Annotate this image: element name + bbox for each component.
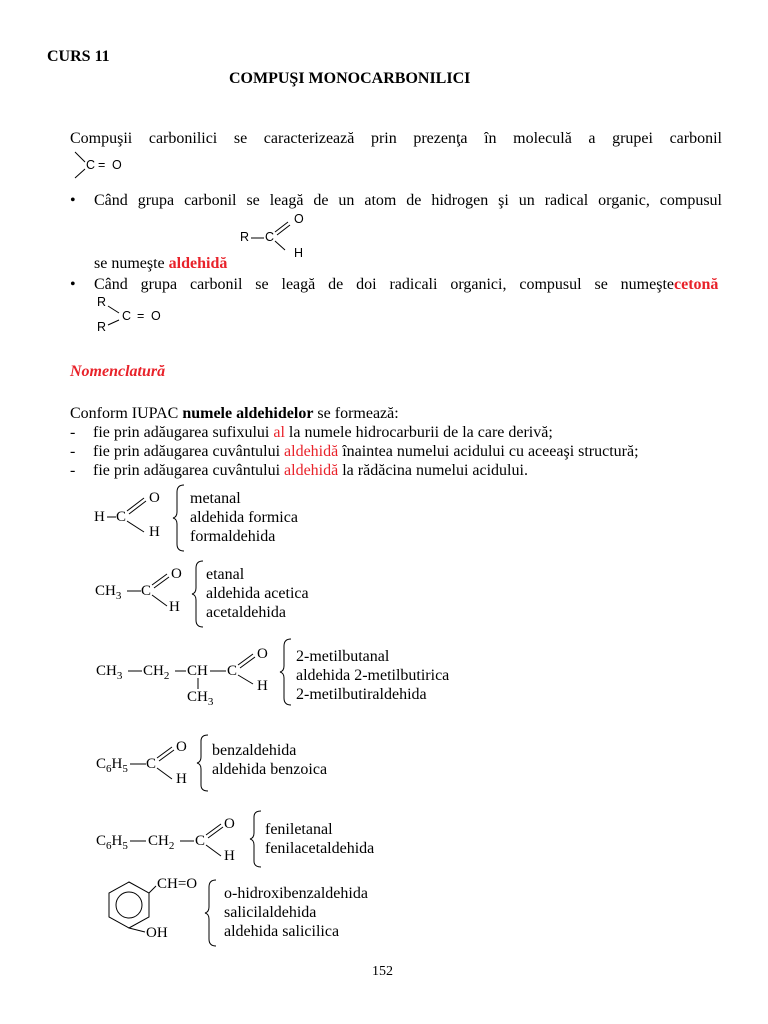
compound-name: acetaldehida (206, 604, 286, 621)
subscript: 5 (122, 763, 128, 775)
carbonyl-o: O (112, 158, 122, 172)
atom-h: H (149, 524, 160, 540)
atom-c: C (146, 756, 157, 772)
rule-dash: - (70, 462, 76, 479)
aldehyde-r: R (240, 230, 250, 244)
intro-prefix: Conform IUPAC (70, 405, 183, 422)
aldehyde-term: aldehidă (168, 255, 228, 272)
atom-h: H (94, 509, 105, 525)
compound-formula-salicilaldehida (92, 874, 212, 946)
atom-o: O (171, 566, 182, 582)
carbonyl-group-formula (72, 150, 132, 182)
atom-o: O (149, 490, 160, 506)
compound-formula-2-metilbutanal (96, 644, 286, 708)
atom-o: O (257, 646, 268, 662)
rule-highlight: al (273, 424, 285, 441)
rule-1 (93, 423, 553, 442)
atom-ch: CH (148, 833, 169, 849)
subscript: 5 (122, 840, 128, 852)
subscript: 3 (115, 590, 122, 602)
ketone-term: cetonă (674, 276, 719, 293)
compound-name: metanal (190, 490, 241, 507)
compound-name: fenilacetaldehida (265, 840, 375, 857)
atom-c6h5 (96, 756, 128, 773)
subscript: 2 (168, 840, 175, 852)
compound-name: salicilaldehida (224, 904, 317, 921)
bullet-icon: • (70, 276, 76, 293)
compound-names-2 (206, 565, 309, 622)
compound-formula-benzaldehyde (96, 737, 206, 791)
bullet-ketone-line (94, 275, 722, 294)
atom-h: H (257, 678, 268, 694)
rule-dash: - (70, 424, 76, 441)
aldehyde-formula (240, 212, 310, 258)
compound-name: aldehida 2-metilbutirica (296, 667, 450, 684)
compound-name: etanal (206, 566, 245, 583)
atom-h: H (176, 771, 187, 787)
subscript: 6 (106, 840, 112, 852)
atom-oh: OH (146, 925, 168, 941)
compound-name: aldehida benzoica (212, 761, 328, 778)
brace-icon (279, 638, 293, 706)
subscript: 2 (163, 670, 170, 682)
atom-h: H (169, 599, 180, 615)
ketone-o: O (151, 309, 161, 323)
bullet-icon: • (70, 192, 76, 209)
atom-ch3 (95, 583, 121, 600)
rule-text: la numele hidrocarburii de la care derivă; (284, 424, 553, 441)
rule-dash: - (70, 443, 76, 460)
atom-h: H (111, 833, 123, 849)
atom-h: H (224, 848, 235, 864)
compound-names-4 (212, 741, 327, 779)
page-title: COMPUŞI MONOCARBONILICI (229, 70, 471, 87)
carbonyl-double-bond: = (98, 158, 106, 172)
rule-text: la rădăcina numelui acidului. (338, 462, 528, 479)
atom-o: O (176, 739, 187, 755)
compound-name: 2-metilbutanal (296, 648, 390, 665)
atom-ch2 (148, 833, 174, 850)
compound-names-3 (296, 647, 449, 704)
compound-name: formaldehida (190, 528, 276, 545)
atom-c: C (141, 583, 152, 599)
atom-c6h5 (96, 833, 128, 850)
compound-name: aldehida salicilica (224, 923, 340, 940)
compound-formula-formaldehyde (94, 490, 174, 542)
brace-icon (191, 560, 205, 628)
ketone-formula (95, 295, 175, 337)
rule-highlight: aldehidă (284, 443, 339, 460)
bullet-aldehyde-line2 (94, 254, 227, 273)
subscript: 3 (207, 696, 214, 708)
atom-ch: CH (96, 663, 117, 679)
compound-names-1 (190, 489, 298, 546)
brace-icon (249, 810, 263, 868)
atom-h: H (111, 756, 123, 772)
rule-2 (93, 442, 639, 461)
intro-paragraph: Compuşii carbonilici se caracterizează prin prezenţa în moleculă a grupei carbonil (70, 130, 722, 147)
intro-bold: numele aldehidelor (182, 405, 314, 422)
brace-icon (204, 879, 218, 947)
subscript: 6 (106, 763, 112, 775)
atom-ch: CH (143, 663, 164, 679)
atom-ch: CH (187, 689, 208, 705)
ketone-r1: R (97, 295, 107, 309)
compound-names-5 (265, 820, 374, 858)
rule-text: fie prin adăugarea cuvântului (93, 462, 285, 479)
carbonyl-c: C (86, 158, 96, 172)
atom-ch2 (143, 663, 169, 680)
atom-cho: CH=O (157, 876, 198, 892)
compound-formula-feniletanal (96, 814, 256, 868)
intro-suffix: se formează: (313, 405, 399, 422)
atom-c: C (195, 833, 206, 849)
rule-highlight: aldehidă (284, 462, 339, 479)
compound-formula-acetaldehyde (95, 566, 185, 618)
atom-ch: CH (187, 663, 208, 679)
ketone-double-bond: = (137, 309, 145, 323)
atom-branch-ch3 (187, 689, 213, 706)
aldehyde-h: H (294, 246, 304, 260)
compound-name: o-hidroxibenzaldehida (224, 885, 368, 902)
atom-ch: CH (95, 583, 116, 599)
page-number: 152 (372, 964, 393, 979)
brace-icon (172, 484, 186, 552)
nomenclature-intro (70, 404, 399, 423)
ketone-prefix: Când grupa carbonil se leagă de doi radicali organici, compusul se numeşte (94, 276, 674, 293)
atom-c: C (116, 509, 127, 525)
compound-name: aldehida formica (190, 509, 298, 526)
rule-text: fie prin adăugarea sufixului (93, 424, 274, 441)
aldehyde-c: C (265, 230, 275, 244)
compound-name: 2-metilbutiraldehida (296, 686, 427, 703)
rule-text: înaintea numelui acidului cu aceeaşi structură; (338, 443, 639, 460)
compound-names-6 (224, 884, 368, 941)
compound-name: feniletanal (265, 821, 333, 838)
compound-name: benzaldehida (212, 742, 297, 759)
compound-name: aldehida acetica (206, 585, 309, 602)
aldehyde-prefix: se numeşte (94, 255, 169, 272)
formaldehyde-bonds (94, 490, 174, 542)
ketone-bonds (95, 295, 175, 337)
atom-ch3 (96, 663, 122, 680)
atom-o: O (224, 816, 235, 832)
atom-c: C (96, 833, 107, 849)
rule-text: fie prin adăugarea cuvântului (93, 443, 285, 460)
ketone-r2: R (97, 320, 107, 334)
nomenclature-heading: Nomenclatură (70, 363, 166, 380)
bullet-aldehyde-line1: Când grupa carbonil se leagă de un atom de hidrogen şi un radical organic, compusul (94, 192, 722, 209)
aldehyde-o: O (294, 212, 304, 226)
ketone-c: C (122, 309, 132, 323)
rule-3 (93, 461, 528, 480)
atom-c: C (227, 663, 238, 679)
subscript: 3 (116, 670, 123, 682)
course-label: CURS 11 (47, 48, 110, 65)
atom-c: C (96, 756, 107, 772)
brace-icon (196, 734, 210, 792)
